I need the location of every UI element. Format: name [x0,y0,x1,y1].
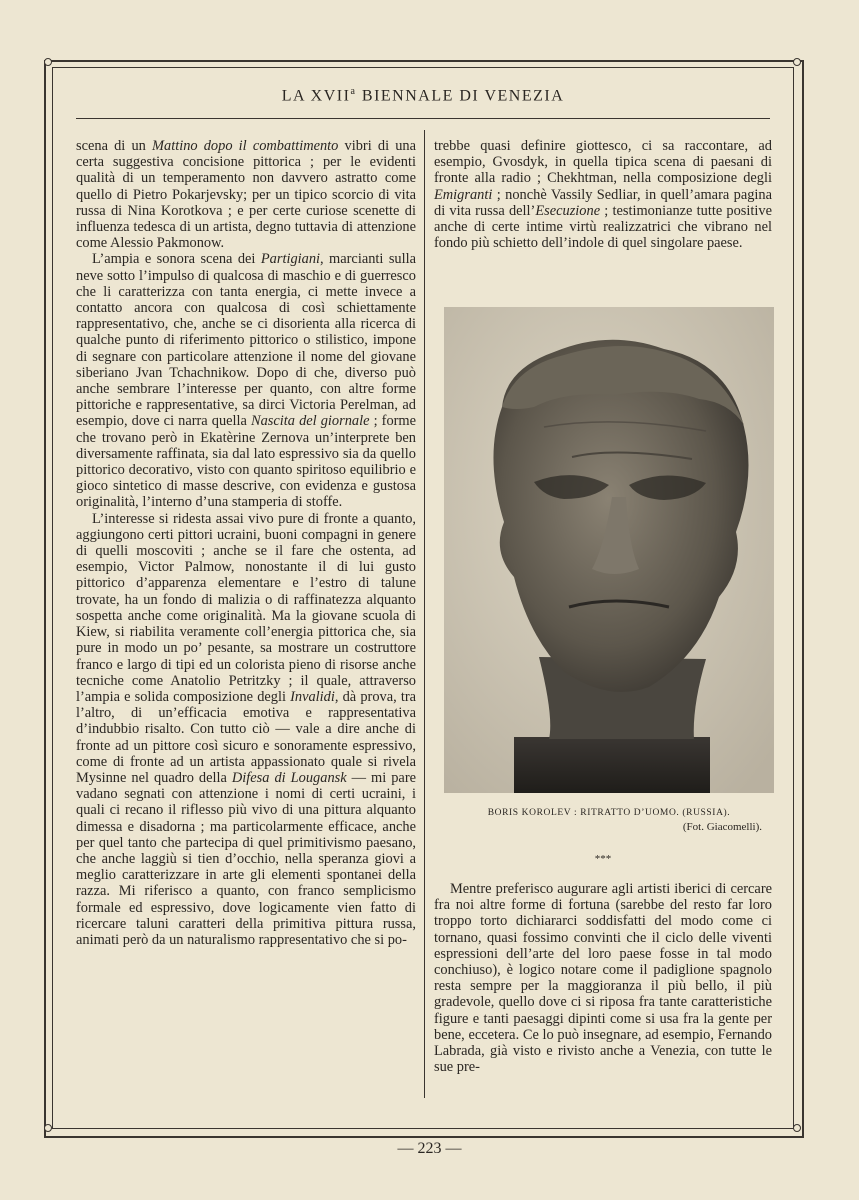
figure-caption: BORIS KOROLEV : RITRATTO D’UOMO. (RUSSIA). [487,808,731,818]
italic-title: Partigiani [260,251,321,268]
header-title-superscript: a [350,86,357,97]
corner-ornament [793,58,801,66]
text-run: — mi pare vadano segnati con attenzione i nomi di certi ucraini, i quali ci recano il riflesso più vivo di una pittura alquanto dimessa e disadorna ; ma particolarmente efficace, anche per quel tanto che partecipa di quel primitivismo paesano, che anche laggiù si tien d’occhio, nella speranza giovi a meglio caratterizzare in arte gli elementi spontanei della razza. Mi riferisco a quanto, con franco semplicismo formale ed espressivo, dove logicamente vien fatto di ricercare taluni caratteri della primitiva pittura russa, animati però da un naturalismo rappresentativo che si po- [76,769,416,948]
text-run: ; forme che trovano però in Ekatèrine Zernova un’interprete ben diversamente raffinata, sia dal lato espressivo sia da quello pittorico decorativo, visto con quanto spiritoso equilibrio e gioco sintetico di masse descrive, con evidenza e gustosa originalità, l’interno d’una stamperia di stoffe. [76,413,417,511]
text-run: vibri di una certa suggestiva concisione pittorica ; per le evidenti qualità di un temperamento non davvero astratto come quello di Pietro Pokarjevsky; per un tipico scorcio di vita russa di Nina Korotkova ; e per certe curiose scenette di influenza tedesca di un artista, degno tuttavia di attenzione come Alessio Pakmonow. [76,138,416,252]
left-paragraph-1 [76,138,416,251]
italic-title: Esecuzione [535,202,601,219]
corner-ornament [793,1124,801,1132]
corner-ornament [44,1124,52,1132]
section-separator: *** [594,853,612,865]
text-run: ; nonchè Vassily Sedliar, in quell’amara pagina di vita russa dell’ [434,186,772,219]
photo-credit: (Fot. Giacomelli). [682,821,762,833]
italic-title: Nascita del giornale [251,413,370,430]
text-run: L’interesse si ridesta assai vivo pure di fronte a quanto, aggiungono certi pittori ucraini, buoni compagni in genere di quelli moscoviti ; anche se il fare che ostenta, ad esempio, Victor Palmow, nonostante il di lui gusto pittorico d’apparenza elementare e l’estro di talune trovate, ha un fondo di malizia o di raffinatezza alquanto sospetta anche come originalità. Ma la giovane scuola di Kiew, si riabilita veramente coll’energia pittorica che, sia pure in modo un po’ pesante, sa mostrare un costruttore franco e largo di tipi ed un colorista pieno di risorse anche tecniche come Anatolio Petritzky ; il quale, attraverso l’ampia e solida composizione degli [76,510,416,705]
right-paragraph-new-section [434,881,772,1075]
corner-ornament [44,58,52,66]
running-header [76,86,770,105]
text-run: L’ampia e sonora scena dei [92,251,261,268]
right-column-top [434,138,772,251]
header-rule [76,118,770,119]
italic-title: Emigranti [434,186,493,203]
text-run: trebbe quasi definire giottesco, ci sa raccontare, ad esempio, Gvosdyk, in quella tipica scena di paesani di fronte alla radio ; Chekhtman, nella composizione degli [434,138,772,187]
italic-title: Invalidi [290,688,335,705]
text-run: , marcianti sulla neve sotto l’impulso di qualcosa di maschio e di guerresco che li caratterizza con tanta energia, ci mette invece a contatto ancora con qualcosa di così schiettamente rappresentativo, che, anche se ci disorienta alla ricerca di qualche punto di riferimento pittorico o stilistico, impone di segnare con particolare attenzione il nome del giovane siberiano Jvan Tchachnikow. Dopo di che, diverso può anche sembrare l’interesse per quanto, con altre forme pittoriche e rappresentative, sa dirci Victoria Perelman, ad esempio, dove ci narra quella [76,251,417,430]
right-paragraph-continued [434,138,772,251]
column-divider [424,130,425,1098]
text-run: scena di un [76,138,153,154]
header-title-after: BIENNALE DI VENEZIA [356,87,565,105]
header-title-before: LA XVII [281,87,351,105]
left-paragraph-2 [76,251,416,510]
bust-illustration [444,307,774,793]
right-column-bottom [434,881,772,1075]
left-column [76,138,416,948]
text-run: Mentre preferisco augurare agli artisti iberici di cercare fra noi altre forme di fortuna (sarebbe del resto far loro troppo torto dichiararci soddisfatti del modo come ci tornano, quasi fossimo convinti che il ciclo delle viventi espressioni dell’arte del loro paese fosse in tal modo conchiuso), è logico notare come il padiglione spagnolo resta sempre per la maggioranza il più bello, il più gradevole, quello dove ci si riposa fra tante caratteristiche figure e tanti paesaggi dipinti come si usa fra la gente per bene, eccetera. Ce lo può insegnare, ad esempio, Fernando Labrada, già visto e rivisto anche a Venezia, con tutte le sue pre- [434,881,772,1076]
text-run: ; testimonianze tutte positive anche di certe intime virtù realizzatrici che vibrano nel fondo più schietto dell’indole di quel singolare paese. [434,202,772,252]
left-paragraph-3 [76,511,416,948]
bust-photograph [444,307,774,793]
italic-title: Difesa di Lougansk [231,769,347,786]
page-number: — 223 — [397,1140,462,1157]
italic-title: Mattino dopo il combattimento [152,138,339,154]
text-run: , dà prova, tra l’altro, di un’efficacia emotiva e rappresentativa d’indubbio risalto. Con tutto ciò — vale a dire anche di fronte ad un pittore così sicuro e sonoramente espressivo, come di fronte ad un artista appassionato quale si rivela Mysinne nel quadro della [76,688,417,786]
